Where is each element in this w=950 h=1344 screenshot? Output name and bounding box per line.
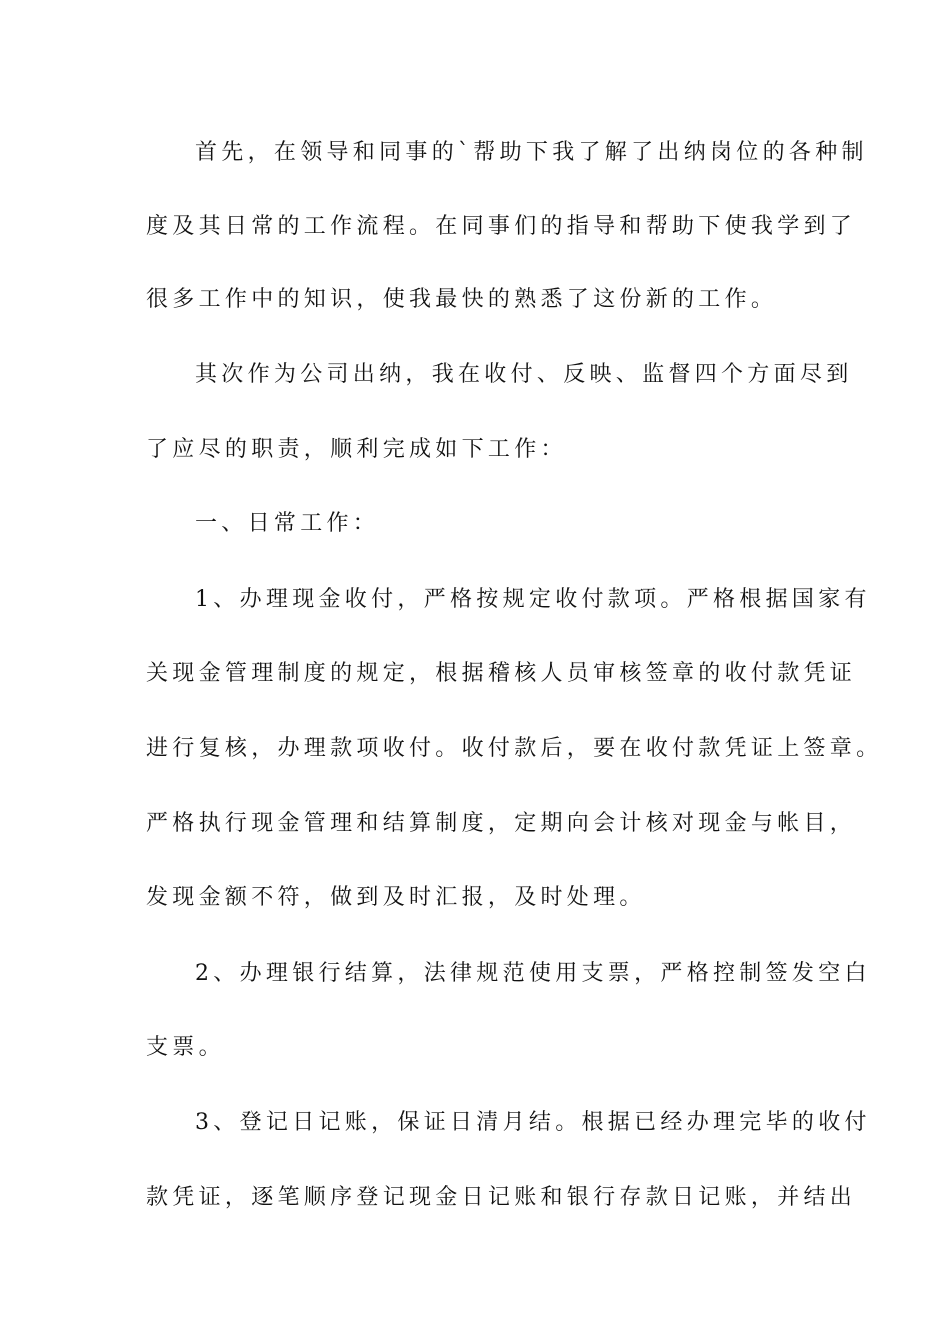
item-1-line-3: 进行复核，办理款项收付。收付款后，要在收付款凭证上签章。 bbox=[146, 736, 883, 761]
item-1-line-5: 发现金额不符，做到及时汇报，及时处理。 bbox=[146, 885, 646, 910]
item-2-line-1: 2、办理银行结算，法律规范使用支票，严格控制签发空白 bbox=[195, 961, 871, 986]
item-3-line-1: 3、登记日记账，保证日清月结。根据已经办理完毕的收付 bbox=[195, 1110, 871, 1135]
section-heading: 一、日常工作： bbox=[195, 511, 380, 536]
item-3-line-2: 款凭证，逐笔顺序登记现金日记账和银行存款日记账，并结出 bbox=[146, 1185, 857, 1210]
paragraph-1-line-1: 首先，在领导和同事的`帮助下我了解了出纳岗位的各种制 bbox=[195, 140, 868, 165]
item-1-line-1: 1、办理现金收付，严格按规定收付款项。严格根据国家有 bbox=[195, 587, 871, 612]
paragraph-2-line-2: 了应尽的职责，顺利完成如下工作： bbox=[146, 437, 567, 462]
item-1-line-4: 严格执行现金管理和结算制度，定期向会计核对现金与帐目， bbox=[146, 811, 857, 836]
paragraph-1-line-2: 度及其日常的工作流程。在同事们的指导和帮助下使我学到了 bbox=[146, 214, 857, 239]
item-2-line-2: 支票。 bbox=[146, 1035, 225, 1060]
paragraph-1-line-3: 很多工作中的知识，使我最快的熟悉了这份新的工作。 bbox=[146, 287, 778, 312]
paragraph-2-line-1: 其次作为公司出纳，我在收付、反映、监督四个方面尽到 bbox=[195, 362, 853, 387]
item-1-line-2: 关现金管理制度的规定，根据稽核人员审核签章的收付款凭证 bbox=[146, 661, 857, 686]
